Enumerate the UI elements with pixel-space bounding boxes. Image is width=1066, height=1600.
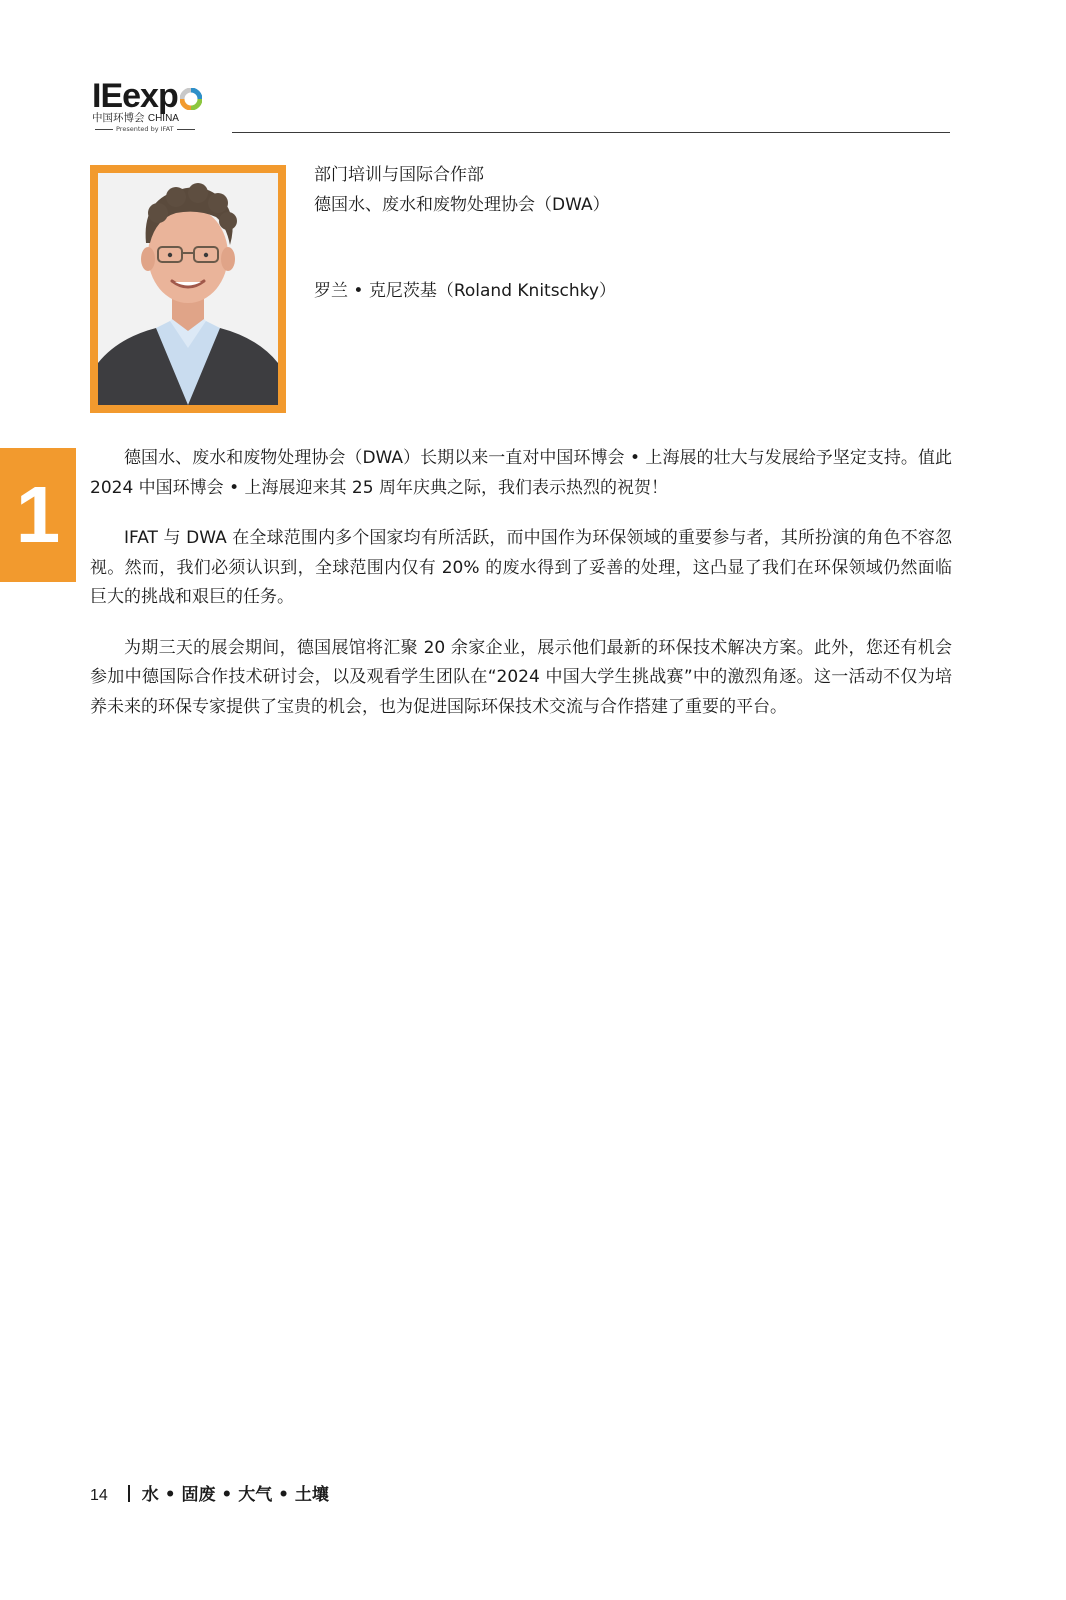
page-number: 14 (90, 1487, 108, 1504)
logo-subtitle-cn: 中国环博会 (92, 112, 145, 124)
iexpo-logo (92, 78, 210, 138)
portrait-photo (98, 173, 278, 405)
person-name: 罗兰 • 克尼茨基（Roland Knitschky） (314, 281, 616, 301)
logo-rule-left (95, 129, 113, 130)
paragraph: 德国水、废水和废物处理协会（DWA）长期以来一直对中国环博会 • 上海展的壮大与发展给予坚定支持。值此 2024 中国环博会 • 上海展迎来其 25 周年庆典之际，我们表示热烈的祝贺！ (90, 448, 952, 498)
page-footer (90, 1481, 329, 1510)
section-number-tab (0, 448, 76, 582)
logo-rule-right (177, 129, 195, 130)
organization: 德国水、废水和废物处理协会（DWA） (314, 195, 610, 215)
logo-presented: Presented by IFAT (116, 125, 174, 133)
footer-section-title: 水 • 固废 • 大气 • 土壤 (141, 1485, 329, 1505)
paragraph: IFAT 与 DWA 在全球范围内多个国家均有所活跃，而中国作为环保领域的重要参与者，其所扮演的角色不容忽视。然而，我们必须认识到，全球范围内仅有 20% 的废水得到了妥善的处理，这凸显了我们在环保领域仍然面临巨大的挑战和艰巨的任务。 (90, 528, 952, 607)
logo-subtitle-en: CHINA (147, 113, 179, 124)
logo-ring-icon (180, 88, 202, 110)
department: 部门培训与国际合作部 (314, 165, 484, 185)
section-number: 1 (15, 470, 61, 559)
profile-info (314, 160, 610, 220)
footer-divider (128, 1485, 130, 1502)
header-rule (232, 132, 950, 133)
body-text (90, 444, 952, 743)
portrait-frame (90, 165, 286, 413)
portrait-illustration (98, 173, 278, 405)
logo-wordmark: IEexp (92, 77, 178, 115)
paragraph: 为期三天的展会期间，德国展馆将汇聚 20 余家企业，展示他们最新的环保技术解决方案。此外，您还有机会参加中德国际合作技术研讨会，以及观看学生团队在“2024 中国大学生挑战赛”中的激烈角逐。这一活动不仅为培养未来的环保专家提供了宝贵的机会，也为促进国际环保技术交流与合作搭建了重要的平台。 (90, 637, 952, 717)
